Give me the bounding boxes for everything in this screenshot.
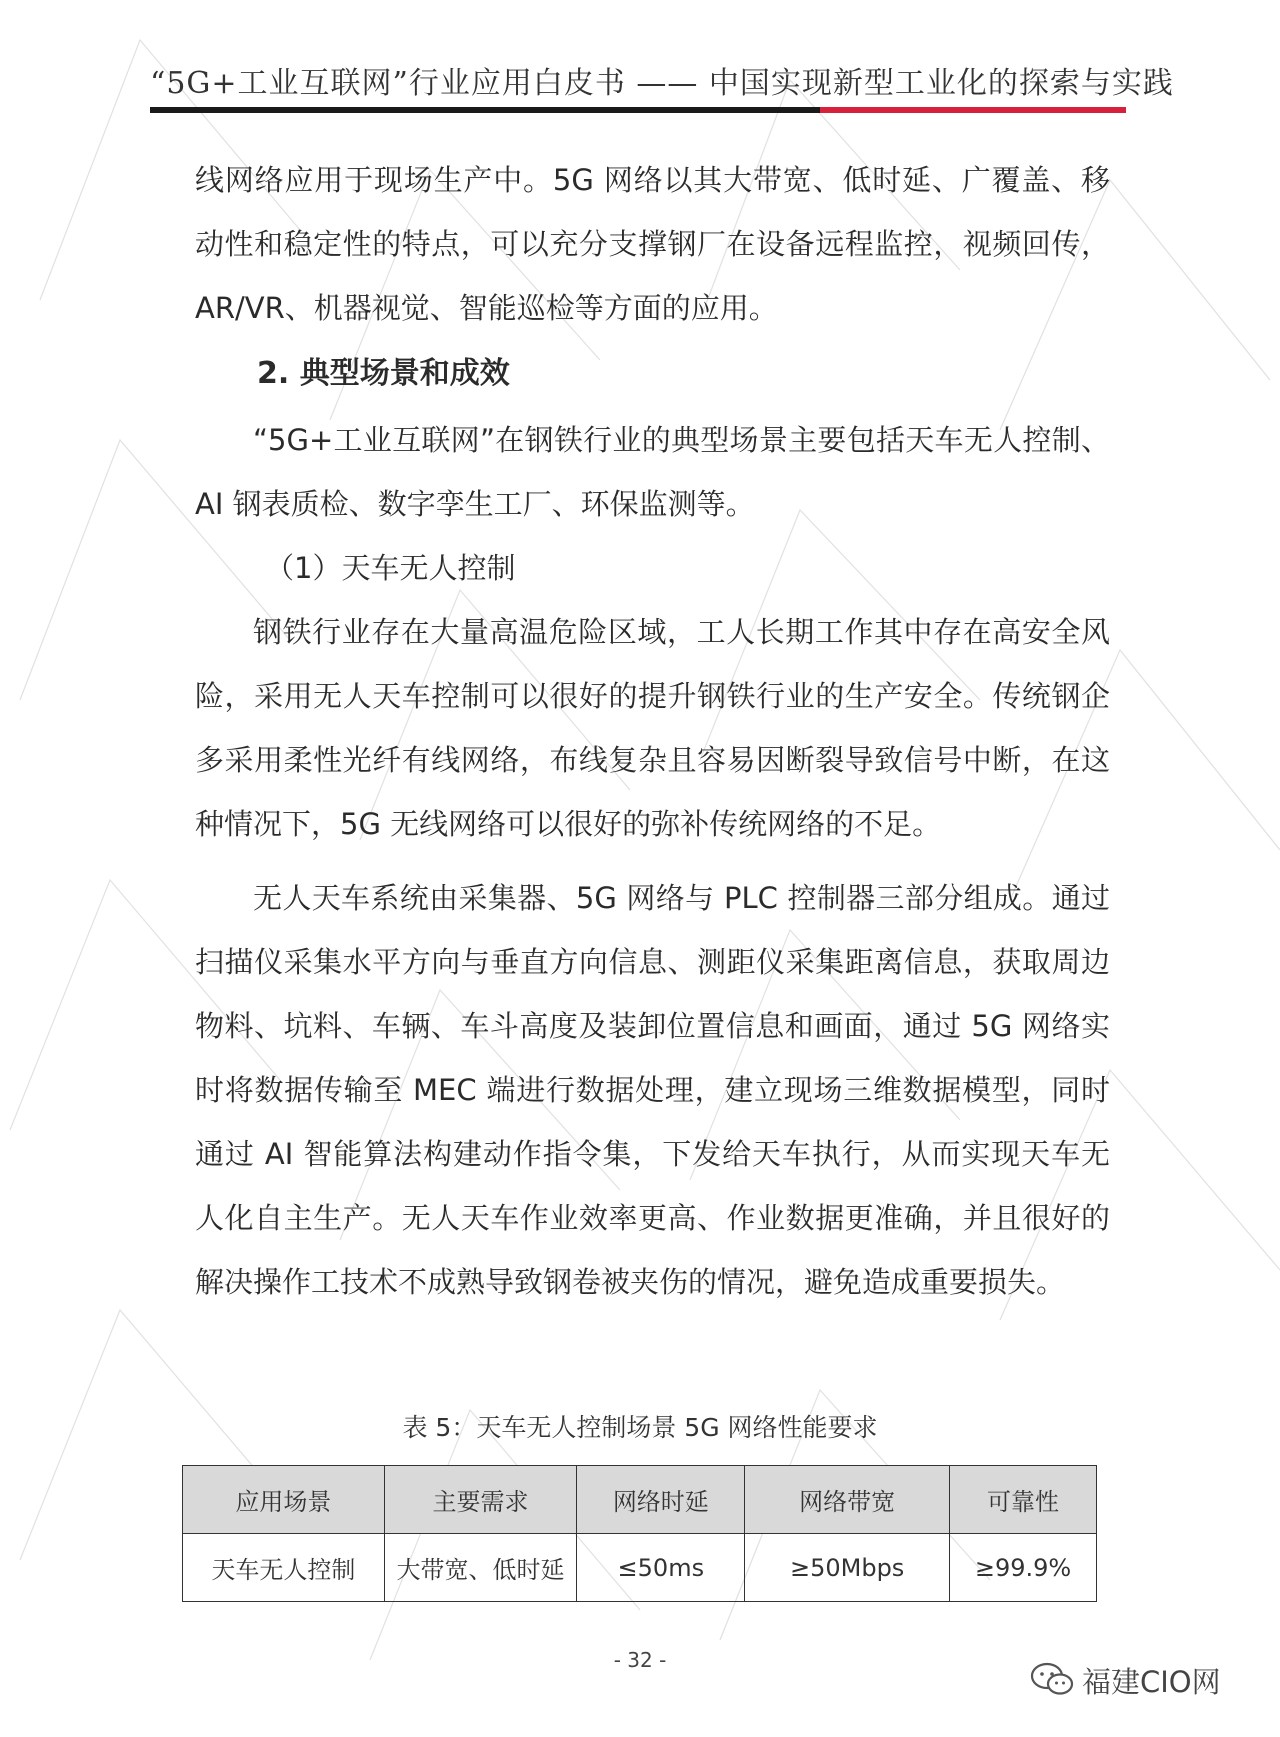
table-header-cell: 可靠性 [950, 1466, 1097, 1534]
performance-table [182, 1465, 1097, 1602]
table-header-cell: 网络时延 [577, 1466, 745, 1534]
section-heading: 2. 典型场景和成效 [257, 356, 510, 391]
table-header-row [183, 1466, 1097, 1534]
table-cell: 大带宽、低时延 [384, 1534, 577, 1602]
paragraph-intro: 线网络应用于现场生产中。5G 网络以其大带宽、低时延、广覆盖、移动性和稳定性的特点，可以充分支撑钢厂在设备远程监控，视频回传，AR/VR、机器视觉、智能巡检等方面的应用。 [195, 163, 1110, 325]
paragraph-scenarios: “5G+工业互联网”在钢铁行业的典型场景主要包括天车无人控制、AI 钢表质检、数字孪生工厂、环保监测等。 [195, 423, 1110, 521]
table-header-cell: 主要需求 [384, 1466, 577, 1534]
brand-watermark [1030, 1660, 1221, 1701]
table-caption: 表 5：天车无人控制场景 5G 网络性能要求 [402, 1413, 878, 1442]
subsection-heading: （1）天车无人控制 [265, 551, 516, 585]
table-header-cell: 网络带宽 [745, 1466, 950, 1534]
document-body [195, 148, 1110, 1314]
page-number: - 32 - [613, 1648, 667, 1672]
header-rule-black [150, 107, 820, 113]
header-rule-red [820, 107, 1126, 113]
brand-name: 福建CIO网 [1082, 1665, 1221, 1699]
paragraph-system: 无人天车系统由采集器、5G 网络与 PLC 控制器三部分组成。通过扫描仪采集水平方向与垂直方向信息、测距仪采集距离信息，获取周边物料、坑料、车辆、车斗高度及装卸位置信息和画面，通过 5G 网络实时将数据传输至 MEC 端进行数据处理，建立现场三维数据模型，同时通过 AI 智能算法构建动作指令集，下发给天车执行，从而实现天车无人化自主生产。无人天车作业效率更高、作业数据更准确，并且很好的解决操作工技术不成熟导致钢卷被夹伤的情况，避免造成重要损失。 [195, 881, 1110, 1299]
table-cell: ≥50Mbps [745, 1534, 950, 1602]
table-cell: ≥99.9% [950, 1534, 1097, 1602]
table-row [183, 1534, 1097, 1602]
wechat-icon [1030, 1662, 1074, 1700]
table-header-cell: 应用场景 [183, 1466, 385, 1534]
table-cell: 天车无人控制 [183, 1534, 385, 1602]
table-cell: ≤50ms [577, 1534, 745, 1602]
paragraph-safety: 钢铁行业存在大量高温危险区域，工人长期工作其中存在高安全风险，采用无人天车控制可以很好的提升钢铁行业的生产安全。传统钢企多采用柔性光纤有线网络，布线复杂且容易因断裂导致信号中断，在这种情况下，5G 无线网络可以很好的弥补传统网络的不足。 [195, 615, 1110, 841]
header-title: “5G+工业互联网”行业应用白皮书 —— 中国实现新型工业化的探索与实践 [150, 66, 1174, 101]
